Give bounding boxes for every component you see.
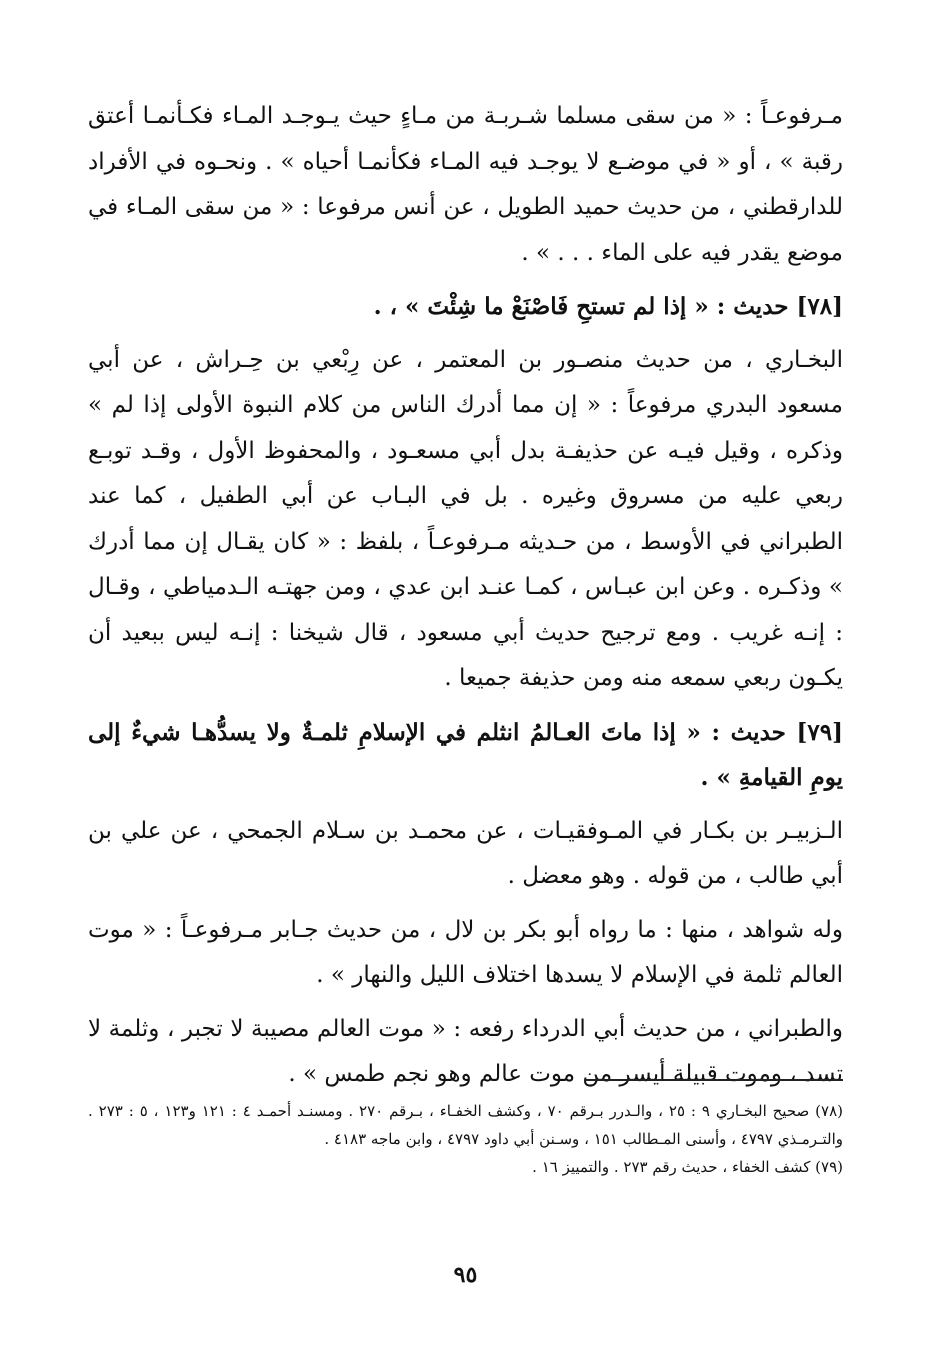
- main-text: [88, 94, 843, 1106]
- paragraph-hadith-77-commentary: مـرفوعـاً : « من سقى مسلما شـربـة من مـاءٍ حيث يـوجـد المـاء فكـأنمـا أعتق رقبة » ، أو « في موضـع لا يوجـد فيه المـاء فكأنمـا أحياه » . ونحـوه في الأفراد للدارقطني ، من حديث حميد الطويل ، عن أنس مرفوعا : « من سقى المـاء في موضع يقدر فيه على الماء . . . » .: [88, 103, 844, 266]
- hadith-79-heading: [٧٩] حديث : « إذا ماتَ العـالمُ انثلم في الإسلامِ ثلمـةٌ ولا يسدُّهـا شيءٌ إلى يومِ القيامةِ » .: [88, 718, 843, 791]
- footnote-78: (٧٨) صحيح البخـاري ٩ : ٢٥ ، والـدرر بـرقم ٧٠ ، وكشف الخفـاء ، بـرقم ٢٧٠ . ومسنـد أحمـد ٤ : ١٢١ و١٢٣ ، ٥ : ٢٧٣ . والتـرمـذي ٤٧٩٧ ، وأسنى المـطالب ١٥١ ، وسـنن أبي داود ٤٧٩٧ ، وابن ماجه ٤١٨٣ .: [88, 1102, 843, 1148]
- paragraph-hadith-79-tabarani: والطبراني ، من حديث أبي الدرداء رفعه : « موت العالم مصيبة لا تجبر ، وثلمة لا تسد ، وموت قبيلة أيسر من موت عالم وهو نجم طمس » .: [88, 1015, 843, 1087]
- paragraph-hadith-78-commentary: البخـاري ، من حديث منصـور بن المعتمر ، عن رِبْعي بن حِـراش ، عن أبي مسعود البدري مرفوعاً : « إن مما أدرك الناس من كلام النبوة الأولى إذا لم » وذكره ، وقيل فيـه عن حذيفـة بدل أبي مسعـود ، والمحفوظ الأول ، وقـد توبـع ربعي عليه من مسروق وغيره . بل في البـاب عن أبي الطفيل ، كما عند الطبراني في الأوسط ، من حـديثه مـرفوعـاً ، بلفظ : « كان يقـال إن مما أدرك » وذكـره . وعن ابن عبـاس ، كمـا عنـد ابن عدي ، ومن جهتـه الـدمياطي ، وقـال : إنـه غريب . ومع ترجيح حديث أبي مسعود ، قال شيخنا : إنـه ليس ببعيد أن يكـون ربعي سمعه منه ومن حذيفة جميعا .: [88, 346, 843, 691]
- hadith-78-heading: [٧٨] حديث : « إذا لم تستحِ فَاصْنَعْ ما شِئْتَ » ، .: [373, 293, 843, 320]
- footnote-divider: [585, 1079, 843, 1081]
- page-number: ٩٥: [453, 1262, 478, 1288]
- paragraph-hadith-79-source: الـزبيـر بن بكـار في المـوفقيـات ، عن محمـد بن سـلام الجمحي ، عن علي بن أبي طالب ، من قوله . وهو معضل .: [88, 817, 843, 889]
- paragraph-hadith-79-witnesses: وله شواهد ، منها : ما رواه أبو بكر بن لال ، من حديث جـابر مـرفوعـاً : « موت العالم ثلمة في الإسلام لا يسدها اختلاف الليل والنهار » .: [88, 916, 843, 988]
- footnotes: [88, 1097, 843, 1181]
- footnote-79: (٧٩) كشف الخفاء ، حديث رقم ٢٧٣ . والتمييز ١٦ .: [532, 1158, 843, 1176]
